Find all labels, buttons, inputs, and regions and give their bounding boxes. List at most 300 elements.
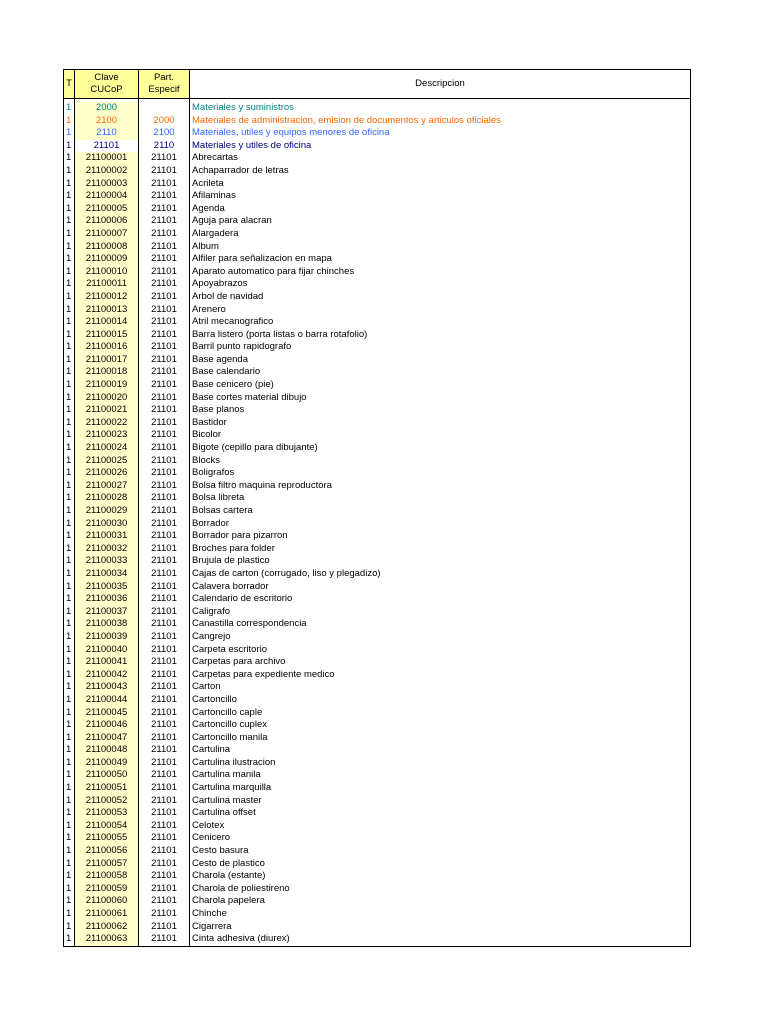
row-part: 21101 — [139, 694, 190, 707]
row-clave: 21100047 — [75, 732, 139, 745]
table-row — [64, 606, 691, 619]
table-row — [64, 530, 691, 543]
row-descripcion: Base cenicero (pie) — [190, 379, 691, 392]
row-descripcion: Cartulina manila — [190, 769, 691, 782]
row-t: 1 — [64, 581, 75, 594]
row-t: 1 — [64, 757, 75, 770]
row-part: 2100 — [139, 127, 190, 140]
table-row — [64, 921, 691, 934]
table-row — [64, 492, 691, 505]
row-t: 1 — [64, 719, 75, 732]
table-row — [64, 644, 691, 657]
row-clave: 21100015 — [75, 329, 139, 342]
row-t: 1 — [64, 707, 75, 720]
row-t: 1 — [64, 266, 75, 279]
row-clave: 21100028 — [75, 492, 139, 505]
row-part: 21101 — [139, 366, 190, 379]
row-t: 1 — [64, 291, 75, 304]
header-clave: Clave CUCoP — [75, 70, 139, 99]
row-t: 1 — [64, 820, 75, 833]
row-descripcion: Cartulina — [190, 744, 691, 757]
row-descripcion: Bolsa libreta — [190, 492, 691, 505]
table-row — [64, 392, 691, 405]
table-row — [64, 656, 691, 669]
table-row — [64, 870, 691, 883]
row-part: 21101 — [139, 518, 190, 531]
row-clave: 21100061 — [75, 908, 139, 921]
row-descripcion: Broches para folder — [190, 543, 691, 556]
row-part: 21101 — [139, 291, 190, 304]
table-row — [64, 429, 691, 442]
table-row — [64, 417, 691, 430]
row-part: 21101 — [139, 442, 190, 455]
table-row — [64, 304, 691, 317]
row-part: 21101 — [139, 895, 190, 908]
row-t: 1 — [64, 895, 75, 908]
table-row — [64, 820, 691, 833]
row-t: 1 — [64, 568, 75, 581]
row-descripcion: Bolsa filtro maquina reproductora — [190, 480, 691, 493]
row-clave: 21100031 — [75, 530, 139, 543]
row-part: 21101 — [139, 769, 190, 782]
table-row — [64, 404, 691, 417]
row-clave: 21100013 — [75, 304, 139, 317]
row-t: 1 — [64, 543, 75, 556]
table-row — [64, 732, 691, 745]
row-part: 21101 — [139, 266, 190, 279]
table-row — [64, 807, 691, 820]
row-descripcion: Cinta adhesiva (diurex) — [190, 933, 691, 946]
table-row — [64, 190, 691, 203]
row-t: 1 — [64, 455, 75, 468]
row-t: 1 — [64, 732, 75, 745]
table-row — [64, 241, 691, 254]
row-part: 21101 — [139, 681, 190, 694]
row-t: 1 — [64, 429, 75, 442]
row-clave: 21100041 — [75, 656, 139, 669]
row-part: 21101 — [139, 744, 190, 757]
row-clave: 21100016 — [75, 341, 139, 354]
table-row — [64, 341, 691, 354]
row-t: 1 — [64, 467, 75, 480]
row-t: 1 — [64, 908, 75, 921]
row-part: 21101 — [139, 845, 190, 858]
row-t: 1 — [64, 921, 75, 934]
row-clave: 21100029 — [75, 505, 139, 518]
row-descripcion: Blocks — [190, 455, 691, 468]
table-header — [64, 70, 691, 99]
table-row — [64, 178, 691, 191]
row-part: 21101 — [139, 656, 190, 669]
row-descripcion: Cajas de carton (corrugado, liso y plegadizo) — [190, 568, 691, 581]
table-row — [64, 757, 691, 770]
row-descripcion: Arenero — [190, 304, 691, 317]
row-descripcion: Charola papelera — [190, 895, 691, 908]
row-clave: 21100010 — [75, 266, 139, 279]
table-row — [64, 769, 691, 782]
row-part: 21101 — [139, 241, 190, 254]
row-descripcion: Materiales y utiles de oficina — [190, 140, 691, 153]
row-t: 1 — [64, 190, 75, 203]
header-descripcion: Descripcion — [190, 70, 691, 99]
row-descripcion: Album — [190, 241, 691, 254]
row-part: 21101 — [139, 757, 190, 770]
row-t: 1 — [64, 656, 75, 669]
row-part: 21101 — [139, 593, 190, 606]
row-descripcion: Chinche — [190, 908, 691, 921]
table-row — [64, 442, 691, 455]
row-t: 1 — [64, 178, 75, 191]
row-clave: 21100008 — [75, 241, 139, 254]
row-part: 21101 — [139, 203, 190, 216]
table-row — [64, 681, 691, 694]
row-t: 1 — [64, 807, 75, 820]
row-descripcion: Apoyabrazos — [190, 278, 691, 291]
row-part: 21101 — [139, 165, 190, 178]
row-t: 1 — [64, 694, 75, 707]
row-part: 21101 — [139, 921, 190, 934]
row-descripcion: Barra listero (porta listas o barra rotafolio) — [190, 329, 691, 342]
row-descripcion: Carpetas para archivo — [190, 656, 691, 669]
row-part: 21101 — [139, 795, 190, 808]
table-row — [64, 832, 691, 845]
row-t: 1 — [64, 329, 75, 342]
row-part: 21101 — [139, 354, 190, 367]
row-descripcion: Materiales y suministros — [190, 102, 691, 115]
row-t: 1 — [64, 681, 75, 694]
row-t: 1 — [64, 505, 75, 518]
table-row — [64, 568, 691, 581]
row-t: 1 — [64, 795, 75, 808]
table-row — [64, 518, 691, 531]
row-part: 21101 — [139, 732, 190, 745]
group-row — [64, 102, 691, 115]
row-descripcion: Cartoncillo manila — [190, 732, 691, 745]
row-descripcion: Base planos — [190, 404, 691, 417]
row-t: 1 — [64, 631, 75, 644]
table-row — [64, 253, 691, 266]
table-row — [64, 203, 691, 216]
row-clave: 21100002 — [75, 165, 139, 178]
row-clave: 21100020 — [75, 392, 139, 405]
row-t: 1 — [64, 606, 75, 619]
row-t: 1 — [64, 127, 75, 140]
row-descripcion: Alfiler para señalizacion en mapa — [190, 253, 691, 266]
row-t: 1 — [64, 669, 75, 682]
row-descripcion: Boligrafos — [190, 467, 691, 480]
row-t: 1 — [64, 102, 75, 115]
row-descripcion: Cartulina master — [190, 795, 691, 808]
table-row — [64, 215, 691, 228]
row-clave: 2110 — [75, 127, 139, 140]
row-clave: 21100007 — [75, 228, 139, 241]
row-t: 1 — [64, 404, 75, 417]
row-part — [139, 102, 190, 115]
row-clave: 21100049 — [75, 757, 139, 770]
row-part: 21101 — [139, 933, 190, 946]
table-row — [64, 505, 691, 518]
row-part: 21101 — [139, 820, 190, 833]
row-t: 1 — [64, 845, 75, 858]
row-part: 21101 — [139, 316, 190, 329]
row-part: 21101 — [139, 782, 190, 795]
row-descripcion: Bicolor — [190, 429, 691, 442]
row-t: 1 — [64, 417, 75, 430]
row-part: 21101 — [139, 304, 190, 317]
row-t: 1 — [64, 215, 75, 228]
row-descripcion: Cartulina ilustracion — [190, 757, 691, 770]
row-part: 21101 — [139, 228, 190, 241]
row-descripcion: Afilaminas — [190, 190, 691, 203]
row-clave: 21100039 — [75, 631, 139, 644]
row-clave: 21100037 — [75, 606, 139, 619]
row-clave: 21100024 — [75, 442, 139, 455]
table-row — [64, 908, 691, 921]
row-descripcion: Brujula de plastico — [190, 555, 691, 568]
row-descripcion: Alargadera — [190, 228, 691, 241]
row-clave: 21100038 — [75, 618, 139, 631]
row-clave: 21100042 — [75, 669, 139, 682]
row-part: 21101 — [139, 215, 190, 228]
row-part: 21101 — [139, 341, 190, 354]
row-clave: 21100012 — [75, 291, 139, 304]
row-t: 1 — [64, 140, 75, 153]
table-row — [64, 719, 691, 732]
row-t: 1 — [64, 769, 75, 782]
row-part: 21101 — [139, 908, 190, 921]
row-clave: 21100040 — [75, 644, 139, 657]
catalog-table — [63, 69, 691, 947]
row-descripcion: Cigarrera — [190, 921, 691, 934]
row-part: 21101 — [139, 152, 190, 165]
row-descripcion: Carpetas para expediente medico — [190, 669, 691, 682]
row-t: 1 — [64, 241, 75, 254]
row-t: 1 — [64, 530, 75, 543]
row-part: 21101 — [139, 858, 190, 871]
row-clave: 21100030 — [75, 518, 139, 531]
row-part: 21101 — [139, 606, 190, 619]
row-descripcion: Cartoncillo — [190, 694, 691, 707]
row-descripcion: Bigote (cepillo para dibujante) — [190, 442, 691, 455]
row-part: 21101 — [139, 417, 190, 430]
row-clave: 21100057 — [75, 858, 139, 871]
row-clave: 21100032 — [75, 543, 139, 556]
row-t: 1 — [64, 165, 75, 178]
table-row — [64, 581, 691, 594]
row-t: 1 — [64, 618, 75, 631]
row-descripcion: Abrecartas — [190, 152, 691, 165]
row-part: 21101 — [139, 178, 190, 191]
table-row — [64, 858, 691, 871]
row-part: 21101 — [139, 807, 190, 820]
row-clave: 21100021 — [75, 404, 139, 417]
row-clave: 21100001 — [75, 152, 139, 165]
row-descripcion: Borrador para pizarron — [190, 530, 691, 543]
row-part: 21101 — [139, 832, 190, 845]
row-descripcion: Cartoncillo caple — [190, 707, 691, 720]
table-row — [64, 593, 691, 606]
row-clave: 21100014 — [75, 316, 139, 329]
row-t: 1 — [64, 782, 75, 795]
row-descripcion: Charola (estante) — [190, 870, 691, 883]
row-part: 21101 — [139, 719, 190, 732]
row-clave: 21100034 — [75, 568, 139, 581]
row-clave: 21100033 — [75, 555, 139, 568]
row-clave: 21100019 — [75, 379, 139, 392]
row-clave: 21100048 — [75, 744, 139, 757]
row-descripcion: Cesto basura — [190, 845, 691, 858]
row-clave: 21100052 — [75, 795, 139, 808]
row-t: 1 — [64, 492, 75, 505]
row-descripcion: Celotex — [190, 820, 691, 833]
table-row — [64, 480, 691, 493]
row-t: 1 — [64, 115, 75, 128]
row-descripcion: Caligrafo — [190, 606, 691, 619]
table-row — [64, 782, 691, 795]
row-descripcion: Cartoncillo cuplex — [190, 719, 691, 732]
row-part: 21101 — [139, 530, 190, 543]
row-descripcion: Calendario de escritorio — [190, 593, 691, 606]
row-clave: 21100005 — [75, 203, 139, 216]
row-descripcion: Cartulina marquilla — [190, 782, 691, 795]
row-t: 1 — [64, 883, 75, 896]
row-descripcion: Aguja para alacran — [190, 215, 691, 228]
row-part: 21101 — [139, 190, 190, 203]
row-part: 21101 — [139, 404, 190, 417]
row-clave: 2000 — [75, 102, 139, 115]
table-row — [64, 354, 691, 367]
row-descripcion: Borrador — [190, 518, 691, 531]
table-row — [64, 366, 691, 379]
row-part: 21101 — [139, 492, 190, 505]
row-clave: 21100035 — [75, 581, 139, 594]
row-part: 21101 — [139, 467, 190, 480]
row-descripcion: Acrileta — [190, 178, 691, 191]
row-clave: 21100051 — [75, 782, 139, 795]
row-descripcion: Materiales, utiles y equipos menores de oficina — [190, 127, 691, 140]
row-descripcion: Bastidor — [190, 417, 691, 430]
row-descripcion: Atril mecanografico — [190, 316, 691, 329]
row-part: 2110 — [139, 140, 190, 153]
table-row — [64, 845, 691, 858]
table-row — [64, 883, 691, 896]
row-t: 1 — [64, 278, 75, 291]
row-descripcion: Carton — [190, 681, 691, 694]
row-clave: 21100053 — [75, 807, 139, 820]
row-clave: 21100050 — [75, 769, 139, 782]
row-t: 1 — [64, 304, 75, 317]
table-row — [64, 543, 691, 556]
row-part: 21101 — [139, 543, 190, 556]
row-t: 1 — [64, 152, 75, 165]
table-row — [64, 165, 691, 178]
row-descripcion: Base cortes material dibujo — [190, 392, 691, 405]
row-t: 1 — [64, 480, 75, 493]
row-part: 21101 — [139, 278, 190, 291]
row-descripcion: Bolsas cartera — [190, 505, 691, 518]
table-body — [64, 99, 691, 947]
table-row — [64, 467, 691, 480]
row-clave: 21100026 — [75, 467, 139, 480]
table-row — [64, 707, 691, 720]
row-part: 21101 — [139, 329, 190, 342]
row-descripcion: Charola de poliestireno — [190, 883, 691, 896]
row-clave: 21100018 — [75, 366, 139, 379]
row-descripcion: Achaparrador de letras — [190, 165, 691, 178]
row-descripcion: Aparato automatico para fijar chinches — [190, 266, 691, 279]
table-row — [64, 744, 691, 757]
row-clave: 21100023 — [75, 429, 139, 442]
row-clave: 21100036 — [75, 593, 139, 606]
row-part: 21101 — [139, 379, 190, 392]
row-descripcion: Arbol de navidad — [190, 291, 691, 304]
row-clave: 21100017 — [75, 354, 139, 367]
row-t: 1 — [64, 341, 75, 354]
table-row — [64, 266, 691, 279]
row-clave: 21100004 — [75, 190, 139, 203]
row-clave: 2100 — [75, 115, 139, 128]
row-clave: 21100058 — [75, 870, 139, 883]
table-row — [64, 631, 691, 644]
row-t: 1 — [64, 203, 75, 216]
row-part: 2000 — [139, 115, 190, 128]
row-part: 21101 — [139, 505, 190, 518]
row-t: 1 — [64, 379, 75, 392]
row-clave: 21100011 — [75, 278, 139, 291]
row-part: 21101 — [139, 669, 190, 682]
table-row — [64, 933, 691, 946]
row-part: 21101 — [139, 568, 190, 581]
row-clave: 21100062 — [75, 921, 139, 934]
row-part: 21101 — [139, 883, 190, 896]
row-part: 21101 — [139, 870, 190, 883]
row-t: 1 — [64, 442, 75, 455]
row-part: 21101 — [139, 253, 190, 266]
row-descripcion: Cesto de plastico — [190, 858, 691, 871]
row-clave: 21100063 — [75, 933, 139, 946]
row-descripcion: Materiales de administracion, emision de documentos y articulos oficiales — [190, 115, 691, 128]
table-row — [64, 555, 691, 568]
row-clave: 21100009 — [75, 253, 139, 266]
group-row — [64, 115, 691, 128]
table-row — [64, 455, 691, 468]
table-row — [64, 291, 691, 304]
row-descripcion: Carpeta escritorio — [190, 644, 691, 657]
table-row — [64, 316, 691, 329]
row-descripcion: Agenda — [190, 203, 691, 216]
row-clave: 21100043 — [75, 681, 139, 694]
row-t: 1 — [64, 644, 75, 657]
table-row — [64, 278, 691, 291]
row-descripcion: Base agenda — [190, 354, 691, 367]
row-t: 1 — [64, 354, 75, 367]
row-descripcion: Calavera borrador — [190, 581, 691, 594]
row-clave: 21100056 — [75, 845, 139, 858]
table-row — [64, 228, 691, 241]
table-row — [64, 618, 691, 631]
row-clave: 21100027 — [75, 480, 139, 493]
row-descripcion: Cangrejo — [190, 631, 691, 644]
row-t: 1 — [64, 832, 75, 845]
row-clave: 21100006 — [75, 215, 139, 228]
row-part: 21101 — [139, 480, 190, 493]
table-row — [64, 694, 691, 707]
table-row — [64, 329, 691, 342]
row-descripcion: Cartulina offset — [190, 807, 691, 820]
table-row — [64, 152, 691, 165]
table-row — [64, 669, 691, 682]
row-t: 1 — [64, 392, 75, 405]
